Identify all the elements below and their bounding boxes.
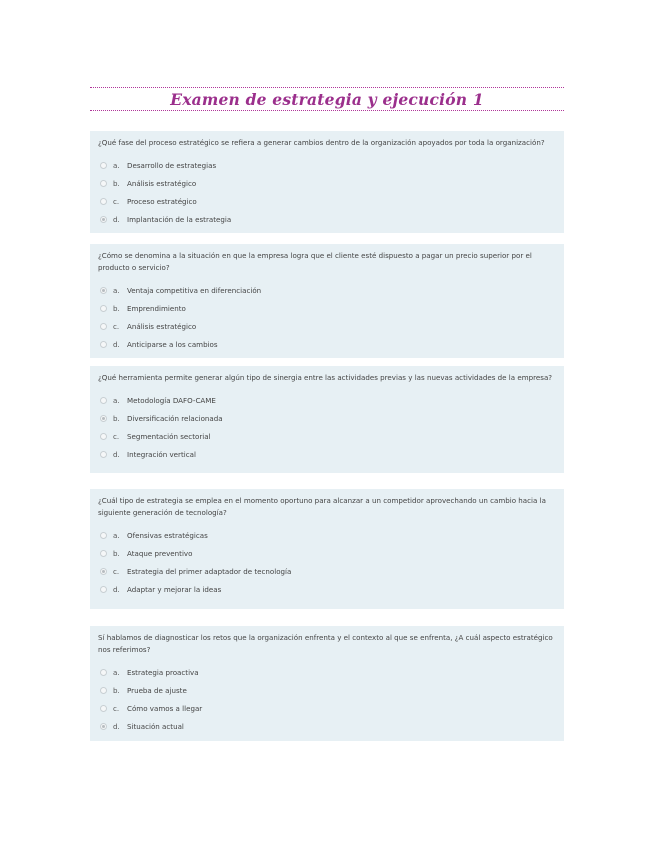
answer-letter: b.	[113, 548, 120, 558]
radio-button[interactable]	[100, 451, 107, 458]
radio-button[interactable]	[100, 397, 107, 404]
answer-option-d[interactable]	[98, 210, 556, 228]
answer-text: Anticiparse a los cambios	[127, 339, 218, 349]
answer-letter: b.	[113, 303, 120, 313]
answer-text: Análisis estratégico	[127, 178, 197, 188]
answer-letter: c.	[113, 321, 120, 331]
answer-text: Ventaja competitiva en diferenciación	[127, 285, 262, 295]
answer-text: Segmentación sectorial	[127, 431, 211, 441]
question-card-5	[90, 626, 564, 741]
answer-option-a[interactable]	[98, 156, 556, 174]
question-card-4	[90, 489, 564, 609]
radio-button-selected[interactable]	[100, 287, 107, 294]
answer-text: Desarrollo de estrategias	[127, 160, 217, 170]
title-banner	[90, 87, 564, 111]
radio-button-selected[interactable]	[100, 415, 107, 422]
answer-letter: d.	[113, 449, 120, 459]
answer-letter: a.	[113, 667, 120, 677]
answer-option-a[interactable]	[98, 391, 556, 409]
answer-list	[98, 156, 556, 228]
answer-letter: a.	[113, 285, 120, 295]
radio-button[interactable]	[100, 550, 107, 557]
answer-letter: a.	[113, 395, 120, 405]
answer-text: Estrategia del primer adaptador de tecnología	[127, 566, 292, 576]
radio-button[interactable]	[100, 162, 107, 169]
radio-button-selected[interactable]	[100, 216, 107, 223]
question-text: Sí hablamos de diagnosticar los retos que la organización enfrenta y el contexto al que se enfrenta, ¿A cuál aspecto estratégico nos referimos?	[98, 633, 553, 654]
question-text: ¿Qué fase del proceso estratégico se refiera a generar cambios dentro de la organización apoyados por toda la organización?	[98, 138, 545, 147]
answer-list	[98, 281, 556, 353]
question-card-1	[90, 131, 564, 233]
answer-option-a[interactable]	[98, 281, 556, 299]
answer-letter: d.	[113, 584, 120, 594]
answer-option-a[interactable]	[98, 526, 556, 544]
radio-button[interactable]	[100, 180, 107, 187]
answer-option-b[interactable]	[98, 174, 556, 192]
answer-text: Análisis estratégico	[127, 321, 197, 331]
answer-text: Prueba de ajuste	[127, 685, 187, 695]
answer-letter: a.	[113, 530, 120, 540]
answer-list	[98, 391, 556, 463]
answer-text: Implantación de la estrategia	[127, 214, 232, 224]
answer-text: Estrategia proactiva	[127, 667, 199, 677]
answer-option-a[interactable]	[98, 663, 556, 681]
answer-text: Cómo vamos a llegar	[127, 703, 203, 713]
radio-button[interactable]	[100, 705, 107, 712]
answer-letter: c.	[113, 431, 120, 441]
answer-text: Metodología DAFO-CAME	[127, 395, 216, 405]
answer-letter: d.	[113, 214, 120, 224]
answer-text: Emprendimiento	[127, 303, 186, 313]
radio-button-selected[interactable]	[100, 723, 107, 730]
radio-button[interactable]	[100, 341, 107, 348]
answer-option-d[interactable]	[98, 580, 556, 598]
radio-button[interactable]	[100, 305, 107, 312]
answer-letter: b.	[113, 178, 120, 188]
answer-option-c[interactable]	[98, 427, 556, 445]
answer-text: Diversificación relacionada	[127, 413, 223, 423]
answer-option-b[interactable]	[98, 681, 556, 699]
answer-letter: b.	[113, 413, 120, 423]
answer-option-c[interactable]	[98, 317, 556, 335]
answer-option-d[interactable]	[98, 445, 556, 463]
radio-button[interactable]	[100, 669, 107, 676]
answer-option-c[interactable]	[98, 699, 556, 717]
answer-option-d[interactable]	[98, 335, 556, 353]
answer-text: Situación actual	[127, 721, 184, 731]
answer-letter: d.	[113, 339, 120, 349]
question-card-3	[90, 366, 564, 473]
answer-text: Adaptar y mejorar la ideas	[127, 584, 222, 594]
answer-list	[98, 526, 556, 598]
question-text: ¿Cómo se denomina a la situación en que la empresa logra que el cliente esté dispuesto a pagar un precio superior por el producto o servicio?	[98, 251, 532, 272]
answer-option-b[interactable]	[98, 409, 556, 427]
answer-text: Proceso estratégico	[127, 196, 197, 206]
radio-button[interactable]	[100, 323, 107, 330]
answer-text: Ataque preventivo	[127, 548, 193, 558]
answer-list	[98, 663, 556, 735]
answer-letter: b.	[113, 685, 120, 695]
question-text: ¿Cuál tipo de estrategia se emplea en el momento oportuno para alcanzar a un competidor aprovechando un cambio hacia la siguiente generación de tecnología?	[98, 496, 546, 517]
radio-button-selected[interactable]	[100, 568, 107, 575]
answer-letter: c.	[113, 566, 120, 576]
answer-option-b[interactable]	[98, 544, 556, 562]
page-title: Examen de estrategia y ejecución 1	[170, 90, 484, 109]
radio-button[interactable]	[100, 687, 107, 694]
radio-button[interactable]	[100, 586, 107, 593]
radio-button[interactable]	[100, 433, 107, 440]
answer-letter: d.	[113, 721, 120, 731]
answer-option-c[interactable]	[98, 562, 556, 580]
radio-button[interactable]	[100, 532, 107, 539]
question-card-2	[90, 244, 564, 358]
answer-letter: a.	[113, 160, 120, 170]
answer-text: Integración vertical	[127, 449, 196, 459]
answer-text: Ofensivas estratégicas	[127, 530, 208, 540]
question-text: ¿Qué herramienta permite generar algún tipo de sinergia entre las actividades previas y las nuevas actividades de la empresa?	[98, 373, 553, 382]
radio-button[interactable]	[100, 198, 107, 205]
answer-option-c[interactable]	[98, 192, 556, 210]
answer-option-b[interactable]	[98, 299, 556, 317]
answer-letter: c.	[113, 196, 120, 206]
answer-letter: c.	[113, 703, 120, 713]
answer-option-d[interactable]	[98, 717, 556, 735]
